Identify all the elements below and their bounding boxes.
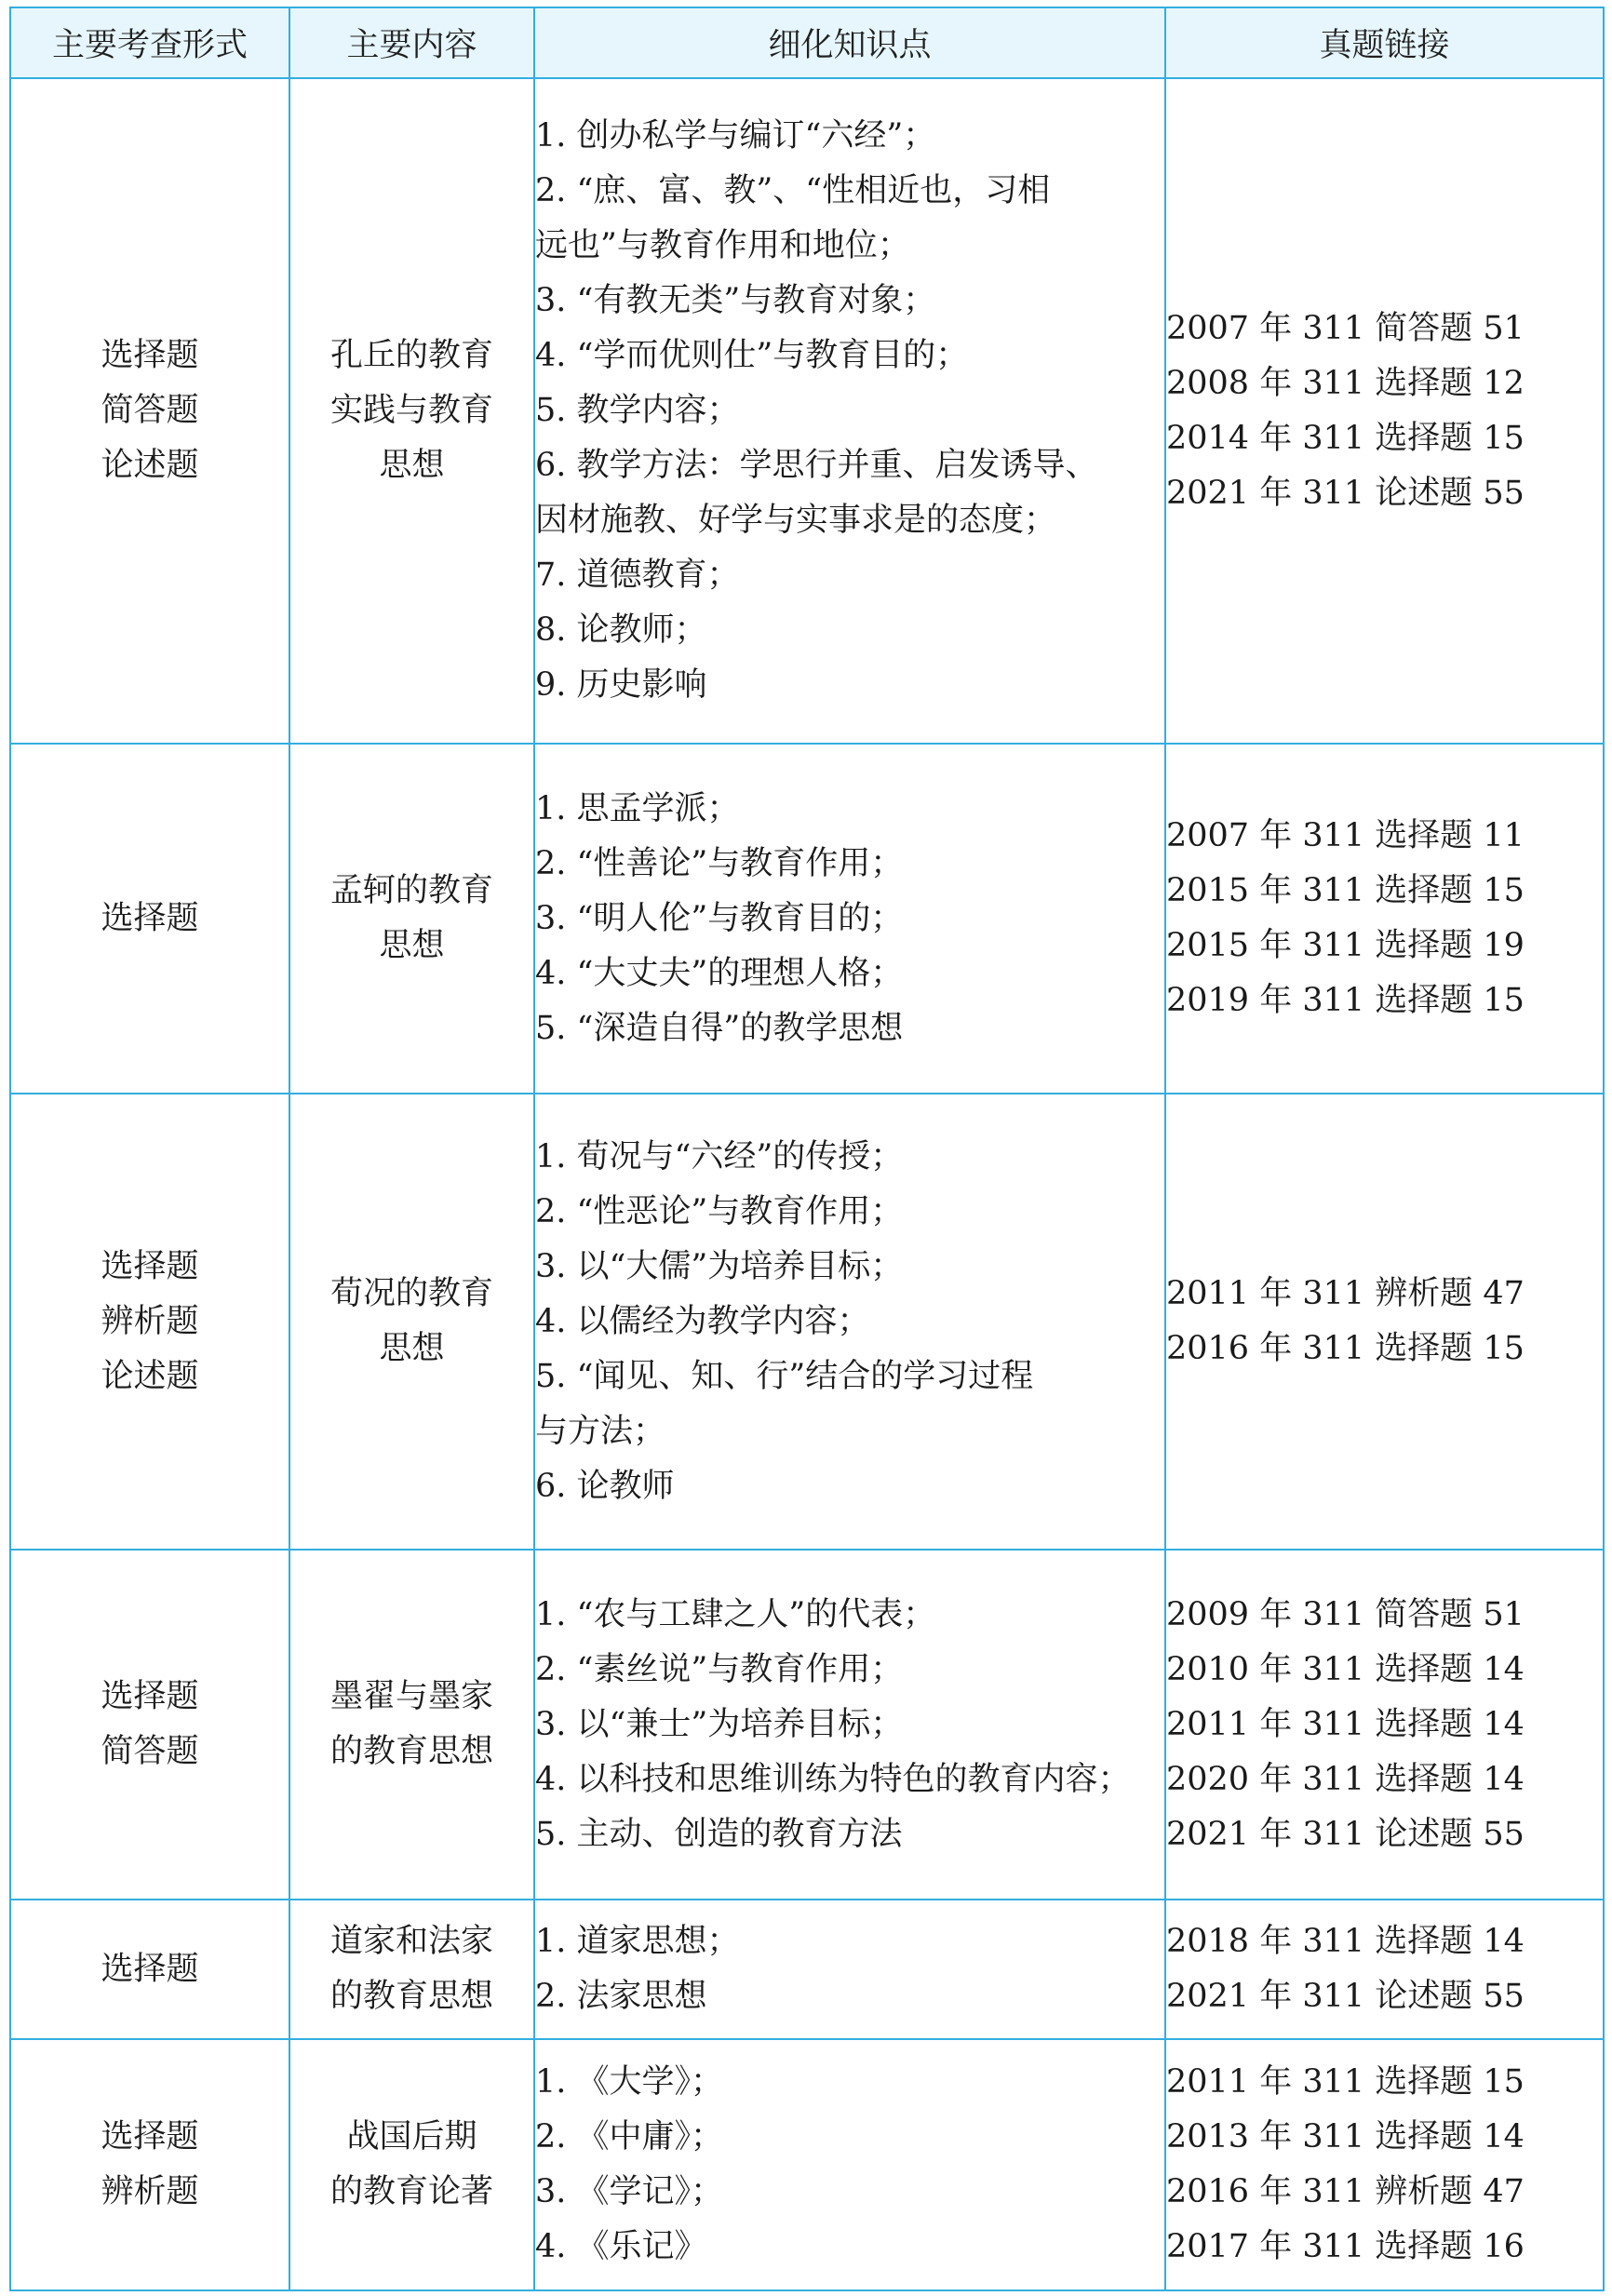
knowledge-table	[9, 7, 1605, 2291]
exam-link: 2016 年 311 辨析题 47	[1166, 2173, 1525, 2210]
exam-link: 2016 年 311 选择题 15	[1166, 1330, 1525, 1367]
knowledge-points-cell	[534, 1900, 1165, 2039]
knowledge-point	[535, 1752, 1164, 1807]
exam-link: 2021 年 311 论述题 55	[1166, 474, 1525, 512]
knowledge-points-cell	[534, 1094, 1165, 1550]
knowledge-point	[535, 1459, 1164, 1514]
knowledge-point	[535, 1807, 1164, 1862]
header-row	[10, 7, 1604, 78]
main-content-cell	[289, 2039, 534, 2290]
exam-link: 2007 年 311 选择题 11	[1166, 817, 1525, 854]
knowledge-point-line: 4. 以科技和思维训练为特色的教育内容；	[535, 1760, 1131, 1798]
knowledge-point-line: 1. 道家思想；	[535, 1923, 740, 1960]
table-row	[10, 1900, 1604, 2039]
main-content-line: 墨翟与墨家	[329, 1678, 493, 1715]
knowledge-point-line: 1. 创办私学与编订“六经”；	[535, 117, 936, 154]
knowledge-point-line: 2. “素丝说”与教育作用；	[535, 1650, 904, 1688]
knowledge-points-cell	[534, 744, 1165, 1094]
main-content-cell	[289, 1900, 534, 2039]
knowledge-point	[535, 164, 1164, 274]
exam-form: 选择题	[101, 899, 199, 937]
knowledge-point	[535, 1349, 1164, 1459]
knowledge-point-line: 与方法；	[535, 1412, 666, 1450]
knowledge-point-line: 2. 法家思想	[535, 1978, 707, 2015]
knowledge-point	[535, 383, 1164, 438]
exam-form: 辨析题	[101, 1302, 199, 1340]
main-content-line: 思想	[379, 1330, 445, 1367]
knowledge-point	[535, 1001, 1164, 1056]
exam-form-cell	[10, 1900, 289, 2039]
knowledge-point-line: 5. 主动、创造的教育方法	[535, 1815, 903, 1853]
main-content-line: 战国后期	[346, 2118, 477, 2155]
main-content-line: 实践与教育	[329, 392, 493, 429]
exam-links-cell	[1165, 1094, 1604, 1550]
table-row	[10, 744, 1604, 1094]
exam-form-cell	[10, 1550, 289, 1900]
header-links: 真题链接	[1165, 7, 1604, 78]
main-content-line: 孔丘的教育	[329, 337, 493, 374]
exam-link: 2015 年 311 选择题 15	[1166, 872, 1525, 909]
table-row	[10, 78, 1604, 744]
knowledge-point	[535, 892, 1164, 947]
knowledge-point-line: 5. “闻见、知、行”结合的学习过程	[535, 1357, 1034, 1395]
exam-link: 2007 年 311 简答题 51	[1166, 309, 1525, 347]
exam-links-cell	[1165, 744, 1604, 1094]
knowledge-point	[535, 1295, 1164, 1349]
knowledge-point	[535, 548, 1164, 603]
exam-form: 简答题	[101, 392, 199, 429]
knowledge-point-line: 3. “有教无类”与教育对象；	[535, 282, 936, 319]
main-content-line: 孟轲的教育	[329, 872, 493, 909]
exam-link: 2021 年 311 论述题 55	[1166, 1815, 1525, 1853]
knowledge-point	[535, 603, 1164, 658]
knowledge-point	[535, 1588, 1164, 1643]
table-row	[10, 2039, 1604, 2290]
knowledge-point	[535, 1914, 1164, 1969]
knowledge-point-line: 1. 思孟学派；	[535, 789, 740, 827]
exam-link: 2021 年 311 论述题 55	[1166, 1978, 1525, 2015]
knowledge-point	[535, 1185, 1164, 1240]
main-content-line: 的教育思想	[329, 1978, 493, 2015]
exam-link: 2011 年 311 辨析题 47	[1166, 1275, 1525, 1312]
header-points: 细化知识点	[534, 7, 1165, 78]
knowledge-point	[535, 782, 1164, 837]
knowledge-point	[535, 438, 1164, 548]
exam-links-cell	[1165, 1550, 1604, 1900]
knowledge-points-cell	[534, 2039, 1165, 2290]
knowledge-point-line: 4. 以儒经为教学内容；	[535, 1302, 870, 1340]
main-content-line: 的教育思想	[329, 1733, 493, 1770]
exam-form: 选择题	[101, 1678, 199, 1715]
knowledge-point-line: 2. “性善论”与教育作用；	[535, 844, 904, 882]
exam-form: 论述题	[101, 447, 199, 484]
main-content-line: 思想	[379, 927, 445, 964]
exam-form-cell	[10, 1094, 289, 1550]
exam-link: 2018 年 311 选择题 14	[1166, 1923, 1525, 1960]
knowledge-point-line: 1. “农与工肆之人”的代表；	[535, 1595, 936, 1633]
knowledge-point-line: 2. “庶、富、教”、“性相近也，习相	[535, 172, 1051, 209]
exam-form: 辨析题	[101, 2173, 199, 2210]
knowledge-point-line: 9. 历史影响	[535, 666, 707, 704]
knowledge-point-line: 6. 教学方法：学思行并重、启发诱导、	[535, 447, 1098, 484]
knowledge-point	[535, 1969, 1164, 2024]
knowledge-point	[535, 1643, 1164, 1698]
knowledge-point-line: 8. 论教师；	[535, 611, 707, 649]
knowledge-point-line: 2. 《中庸》；	[535, 2118, 724, 2155]
header-form: 主要考查形式	[10, 7, 289, 78]
knowledge-point-line: 5. 教学内容；	[535, 392, 740, 429]
knowledge-point-line: 4. 《乐记》	[535, 2228, 707, 2265]
exam-link: 2020 年 311 选择题 14	[1166, 1760, 1525, 1798]
knowledge-point-line: 3. 《学记》；	[535, 2173, 724, 2210]
exam-links-cell	[1165, 78, 1604, 744]
knowledge-point-line: 3. “明人伦”与教育目的；	[535, 899, 904, 937]
main-content-line: 思想	[379, 447, 445, 484]
exam-link: 2009 年 311 简答题 51	[1166, 1595, 1525, 1633]
knowledge-points-cell	[534, 78, 1165, 744]
main-content-cell	[289, 1094, 534, 1550]
knowledge-point-line: 4. “学而优则仕”与教育目的；	[535, 337, 969, 374]
exam-link: 2010 年 311 选择题 14	[1166, 1650, 1525, 1688]
exam-form: 简答题	[101, 1733, 199, 1770]
knowledge-point-line: 2. “性恶论”与教育作用；	[535, 1192, 904, 1230]
header-content: 主要内容	[289, 7, 534, 78]
knowledge-point	[535, 2110, 1164, 2165]
exam-links-cell	[1165, 1900, 1604, 2039]
knowledge-point	[535, 837, 1164, 892]
exam-link: 2019 年 311 选择题 15	[1166, 982, 1525, 1019]
exam-link: 2011 年 311 选择题 15	[1166, 2063, 1525, 2101]
knowledge-point	[535, 1698, 1164, 1752]
exam-link: 2017 年 311 选择题 16	[1166, 2228, 1525, 2265]
knowledge-point	[535, 274, 1164, 329]
knowledge-point-line: 5. “深造自得”的教学思想	[535, 1009, 904, 1047]
main-content-line: 道家和法家	[329, 1923, 493, 1960]
knowledge-point-line: 1. 荀况与“六经”的传授；	[535, 1137, 904, 1175]
exam-link: 2008 年 311 选择题 12	[1166, 364, 1525, 402]
main-content-cell	[289, 744, 534, 1094]
exam-form-cell	[10, 2039, 289, 2290]
knowledge-point-line: 7. 道德教育；	[535, 557, 740, 594]
table-row	[10, 1550, 1604, 1900]
knowledge-point	[535, 2055, 1164, 2110]
table-row	[10, 1094, 1604, 1550]
exam-form: 选择题	[101, 1950, 199, 1988]
exam-link: 2011 年 311 选择题 14	[1166, 1705, 1525, 1743]
exam-links-cell	[1165, 2039, 1604, 2290]
exam-link: 2014 年 311 选择题 15	[1166, 419, 1525, 457]
knowledge-point	[535, 329, 1164, 383]
knowledge-point	[535, 658, 1164, 713]
knowledge-points-cell	[534, 1550, 1165, 1900]
knowledge-point	[535, 1240, 1164, 1295]
knowledge-point	[535, 109, 1164, 164]
knowledge-point-line: 3. 以“大儒”为培养目标；	[535, 1247, 904, 1285]
knowledge-point	[535, 1130, 1164, 1185]
exam-form: 选择题	[101, 1247, 199, 1285]
knowledge-point-line: 3. 以“兼士”为培养目标；	[535, 1705, 904, 1743]
main-content-cell	[289, 1550, 534, 1900]
knowledge-point-line: 4. “大丈夫”的理想人格；	[535, 954, 904, 992]
knowledge-point-line: 远也”与教育作用和地位；	[535, 227, 910, 264]
exam-form-cell	[10, 744, 289, 1094]
knowledge-point-line: 因材施教、好学与实事求是的态度；	[535, 502, 1057, 539]
main-content-line: 荀况的教育	[329, 1275, 493, 1312]
exam-form: 选择题	[101, 337, 199, 374]
main-content-line: 的教育论著	[329, 2173, 493, 2210]
knowledge-point-line: 1. 《大学》；	[535, 2063, 724, 2101]
exam-form-cell	[10, 78, 289, 744]
exam-link: 2013 年 311 选择题 14	[1166, 2118, 1525, 2155]
knowledge-point-line: 6. 论教师	[535, 1467, 675, 1505]
main-content-cell	[289, 78, 534, 744]
exam-form: 选择题	[101, 2118, 199, 2155]
exam-form: 论述题	[101, 1357, 199, 1395]
knowledge-point	[535, 2165, 1164, 2220]
exam-link: 2015 年 311 选择题 19	[1166, 927, 1525, 964]
knowledge-point	[535, 947, 1164, 1001]
knowledge-point	[535, 2220, 1164, 2275]
